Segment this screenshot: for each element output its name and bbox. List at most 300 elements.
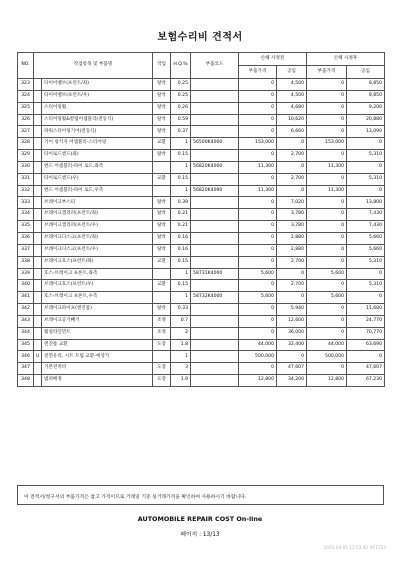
item-name: 타이어밸브(프런트/우) <box>42 90 153 102</box>
row-number: 348 <box>18 375 34 387</box>
part-price-after: 0 <box>307 256 347 268</box>
labor-before: 10,620 <box>277 114 307 126</box>
row-flag <box>34 161 42 173</box>
hour-qty: 1 <box>171 138 191 150</box>
hour-qty: 1 <box>171 268 191 280</box>
part-price-before: 5,600 <box>239 268 277 280</box>
row-number: 330 <box>18 161 34 173</box>
work-type: 도장 <box>153 375 171 387</box>
labor-before: 4,680 <box>277 102 307 114</box>
item-name: 호스-브레이크 프론트,우측 <box>42 292 153 304</box>
table-row <box>18 173 385 185</box>
part-price-before: 0 <box>239 79 277 91</box>
part-price-after: 0 <box>307 102 347 114</box>
header-labor-after: 공임 <box>347 66 385 79</box>
row-number: 328 <box>18 138 34 150</box>
row-flag <box>34 339 42 351</box>
row-flag <box>34 173 42 185</box>
labor-before: 3,780 <box>277 221 307 233</box>
header-no: NO. <box>18 53 34 79</box>
labor-after: 47,607 <box>347 363 385 375</box>
row-number: 339 <box>18 268 34 280</box>
labor-after: 63,690 <box>347 339 385 351</box>
header-part-price-after: 부품가격 <box>307 66 347 79</box>
part-code <box>191 126 239 138</box>
part-code <box>191 304 239 316</box>
row-flag <box>34 256 42 268</box>
part-price-before: 0 <box>239 327 277 339</box>
hour-qty: 1.8 <box>171 339 191 351</box>
hour-qty: 0.26 <box>171 102 191 114</box>
part-code <box>191 102 239 114</box>
labor-before: 2,700 <box>277 256 307 268</box>
hour-qty: 0.25 <box>171 79 191 91</box>
labor-after: 9,200 <box>347 102 385 114</box>
row-flag <box>34 244 42 256</box>
row-number: 331 <box>18 173 34 185</box>
row-flag <box>34 79 42 91</box>
part-price-before: 0 <box>239 256 277 268</box>
row-number: 327 <box>18 126 34 138</box>
labor-before: 2,700 <box>277 280 307 292</box>
part-code <box>191 232 239 244</box>
row-flag <box>34 327 42 339</box>
item-name: 휠얼라인먼트 <box>42 327 153 339</box>
work-type <box>153 292 171 304</box>
work-type <box>153 161 171 173</box>
item-name: 스티어링휠&칼럼어셈블리(전동식) <box>42 114 153 126</box>
row-number: 332 <box>18 185 34 197</box>
estimate-rows <box>18 79 385 387</box>
part-price-before: 11,300 <box>239 161 277 173</box>
labor-after: 0 <box>347 292 385 304</box>
labor-before: 0 <box>277 185 307 197</box>
item-name: 브레이크디스크(프런트/우) <box>42 244 153 256</box>
part-price-after: 0 <box>307 304 347 316</box>
work-type: 탈착 <box>153 150 171 162</box>
part-code: 56820K4090 <box>191 185 239 197</box>
table-row <box>18 138 385 150</box>
header-before: 손해 사정전 <box>239 53 307 66</box>
row-number: 345 <box>18 339 34 351</box>
table-row <box>18 90 385 102</box>
row-flag <box>34 375 42 387</box>
table-row <box>18 339 385 351</box>
item-name: 브레이크디스크(프런트/좌) <box>42 232 153 244</box>
item-name: 브레이크호스(프런트/좌) <box>42 256 153 268</box>
document-title: 보험수리비 견적서 <box>157 32 243 43</box>
item-name: 기본견적비 <box>42 363 153 375</box>
part-price-before: 0 <box>239 280 277 292</box>
part-price-after: 0 <box>307 126 347 138</box>
labor-after: 11,680 <box>347 304 385 316</box>
part-price-after: 0 <box>307 90 347 102</box>
labor-before: 4,500 <box>277 90 307 102</box>
part-price-before: 0 <box>239 221 277 233</box>
table-row <box>18 197 385 209</box>
work-type: 교환 <box>153 256 171 268</box>
item-name: 브레이크부스터 <box>42 197 153 209</box>
row-number: 325 <box>18 102 34 114</box>
part-price-after: 5,600 <box>307 268 347 280</box>
part-price-after: 0 <box>307 327 347 339</box>
part-code <box>191 375 239 387</box>
part-price-before: 0 <box>239 126 277 138</box>
part-price-after: 0 <box>307 244 347 256</box>
part-price-after: 0 <box>307 150 347 162</box>
work-type: 교환 <box>153 280 171 292</box>
labor-after: 24,770 <box>347 315 385 327</box>
row-flag <box>34 150 42 162</box>
item-name: 범퍼배정 <box>42 375 153 387</box>
part-price-after: 0 <box>307 209 347 221</box>
row-flag <box>34 268 42 280</box>
part-code: 56500K4000 <box>191 138 239 150</box>
part-price-after: 12,800 <box>307 375 347 387</box>
part-code <box>191 209 239 221</box>
header-work: 작업 <box>153 53 171 79</box>
part-price-before: 0 <box>239 150 277 162</box>
row-number: 323 <box>18 79 34 91</box>
row-flag: U <box>34 351 42 363</box>
part-price-before: 0 <box>239 304 277 316</box>
table-row <box>18 114 385 126</box>
work-type: 탈착 <box>153 79 171 91</box>
hour-qty: 0.15 <box>171 280 191 292</box>
part-price-before: 0 <box>239 102 277 114</box>
page-number: 페이지 : 13/13 <box>180 532 220 538</box>
hour-qty: 0.15 <box>171 150 191 162</box>
labor-after: 5,310 <box>347 256 385 268</box>
work-type: 탈착 <box>153 114 171 126</box>
labor-before: 7,020 <box>277 197 307 209</box>
estimate-table <box>17 52 385 387</box>
part-price-after: 0 <box>307 315 347 327</box>
part-code <box>191 197 239 209</box>
part-code <box>191 221 239 233</box>
labor-after: 5,660 <box>347 232 385 244</box>
hour-qty: 1 <box>171 185 191 197</box>
part-price-after: 0 <box>307 79 347 91</box>
row-number: 326 <box>18 114 34 126</box>
print-timestamp: 2025-04-05 12:53:42 #F1723 <box>323 545 386 550</box>
labor-after: 5,310 <box>347 150 385 162</box>
item-name: 타이어밸브(프런트/좌) <box>42 79 153 91</box>
row-flag <box>34 185 42 197</box>
labor-before: 2,700 <box>277 150 307 162</box>
work-type: 조정 <box>153 315 171 327</box>
table-row <box>18 304 385 316</box>
row-flag <box>34 292 42 304</box>
labor-after: 0 <box>347 138 385 150</box>
item-name: 엔드 어셈블리-타이 로드,좌측 <box>42 161 153 173</box>
row-number: 334 <box>18 209 34 221</box>
part-price-after: 11,300 <box>307 161 347 173</box>
part-price-before: 5,600 <box>239 292 277 304</box>
item-name: 브레이크호스(프런트/우) <box>42 280 153 292</box>
hour-qty: 0.59 <box>171 114 191 126</box>
table-row <box>18 327 385 339</box>
labor-after: 7,430 <box>347 209 385 221</box>
row-number: 335 <box>18 221 34 233</box>
work-type: 조정 <box>153 327 171 339</box>
work-type: 탈착 <box>153 126 171 138</box>
header-part-price: 부품가격 <box>239 66 277 79</box>
work-type: 교환 <box>153 173 171 185</box>
row-flag <box>34 138 42 150</box>
labor-before: 2,880 <box>277 232 307 244</box>
table-row <box>18 292 385 304</box>
labor-before: 32,400 <box>277 339 307 351</box>
labor-before: 12,600 <box>277 315 307 327</box>
part-price-before: 0 <box>239 232 277 244</box>
table-row <box>18 256 385 268</box>
table-row <box>18 221 385 233</box>
hour-qty: 0.21 <box>171 209 191 221</box>
row-flag <box>34 232 42 244</box>
part-code <box>191 79 239 91</box>
part-price-before: 0 <box>239 173 277 185</box>
hour-qty: 1 <box>171 161 191 173</box>
row-flag <box>34 114 42 126</box>
part-price-before: 500,000 <box>239 351 277 363</box>
hour-qty: 0.15 <box>171 256 191 268</box>
part-price-before: 12,800 <box>239 375 277 387</box>
hour-qty: 0.15 <box>171 173 191 185</box>
part-code <box>191 339 239 351</box>
row-number: 340 <box>18 280 34 292</box>
labor-after: 5,660 <box>347 244 385 256</box>
part-price-before: 0 <box>239 197 277 209</box>
header-labor: 공임 <box>277 66 307 79</box>
hour-qty: 3 <box>171 363 191 375</box>
labor-before: 2,880 <box>277 244 307 256</box>
part-price-before: 0 <box>239 209 277 221</box>
part-price-after: 0 <box>307 280 347 292</box>
item-name: 타이로드엔드(우) <box>42 173 153 185</box>
row-number: 341 <box>18 292 34 304</box>
header-after: 손해 사정후 <box>307 53 385 66</box>
part-price-after: 153,000 <box>307 138 347 150</box>
table-row <box>18 232 385 244</box>
labor-after: 67,230 <box>347 375 385 387</box>
hour-qty: 0.39 <box>171 197 191 209</box>
part-code <box>191 363 239 375</box>
hour-qty: 0.33 <box>171 304 191 316</box>
labor-after: 0 <box>347 268 385 280</box>
row-number: 344 <box>18 327 34 339</box>
footer-title: AUTOMOBILE REPAIR COST On-line <box>137 515 263 523</box>
labor-after: 13,800 <box>347 197 385 209</box>
part-price-before: 153,000 <box>239 138 277 150</box>
row-flag <box>34 209 42 221</box>
row-number: 337 <box>18 244 34 256</box>
hour-qty: 0.7 <box>171 315 191 327</box>
work-type: 탈착 <box>153 304 171 316</box>
item-name: 스티어링휠 <box>42 102 153 114</box>
header-hqty: H.Q.% <box>171 53 191 79</box>
labor-before: 4,500 <box>277 79 307 91</box>
labor-before: 0 <box>277 268 307 280</box>
hour-qty: 0.21 <box>171 221 191 233</box>
row-flag <box>34 363 42 375</box>
part-price-before: 11,300 <box>239 185 277 197</box>
work-type <box>153 351 171 363</box>
part-price-after: 0 <box>307 363 347 375</box>
table-row <box>18 268 385 280</box>
work-type <box>153 268 171 280</box>
work-type: 탈착 <box>153 209 171 221</box>
table-row <box>18 185 385 197</box>
part-code: 58732K4000 <box>191 292 239 304</box>
labor-before: 6,660 <box>277 126 307 138</box>
row-flag <box>34 280 42 292</box>
labor-before: 36,000 <box>277 327 307 339</box>
row-number: 333 <box>18 197 34 209</box>
item-name: 브레이크캘리퍼(프런트/좌) <box>42 209 153 221</box>
hour-qty: 2 <box>171 327 191 339</box>
part-price-before: 0 <box>239 114 277 126</box>
part-code <box>191 150 239 162</box>
part-price-after: 500,000 <box>307 351 347 363</box>
row-flag <box>34 126 42 138</box>
labor-after: 7,430 <box>347 221 385 233</box>
part-price-after: 0 <box>307 232 347 244</box>
item-name: 브레이크캘리퍼(프런트/우) <box>42 221 153 233</box>
work-type: 교환 <box>153 138 171 150</box>
labor-before: 3,780 <box>277 209 307 221</box>
part-code <box>191 173 239 185</box>
table-row <box>18 150 385 162</box>
item-name: 기어 링키지 어셈블리-스티어링 <box>42 138 153 150</box>
table-row <box>18 363 385 375</box>
work-type: 탈착 <box>153 90 171 102</box>
work-type: 탈착 <box>153 244 171 256</box>
item-name: 타이로드엔드(좌) <box>42 150 153 162</box>
work-type <box>153 185 171 197</box>
table-row <box>18 161 385 173</box>
work-type: 탈착 <box>153 102 171 114</box>
item-name: 호스-브레이크 프론트,좌측 <box>42 268 153 280</box>
part-code <box>191 351 239 363</box>
part-price-before: 0 <box>239 363 277 375</box>
hour-qty: 0.16 <box>171 232 191 244</box>
part-code <box>191 256 239 268</box>
row-flag <box>34 102 42 114</box>
table-row <box>18 126 385 138</box>
part-price-before: 0 <box>239 315 277 327</box>
item-name: 브레이크파이프(앤진룸) <box>42 304 153 316</box>
part-price-after: 0 <box>307 197 347 209</box>
row-flag <box>34 304 42 316</box>
table-row <box>18 375 385 387</box>
table-row <box>18 351 385 363</box>
part-price-before: 0 <box>239 244 277 256</box>
table-row <box>18 209 385 221</box>
row-number: 324 <box>18 90 34 102</box>
part-code <box>191 327 239 339</box>
item-name: 전면유리, 시트 트림 교환-예상가 <box>42 351 153 363</box>
work-type: 탈착 <box>153 232 171 244</box>
hour-qty: 0.16 <box>171 244 191 256</box>
labor-before: 2,700 <box>277 173 307 185</box>
work-type: 도장 <box>153 363 171 375</box>
header-code: 부품코드 <box>191 53 239 79</box>
price-note: 이 견적서/청구서의 부품가격은 참고 가격이므로 거래일 기준 실거래가격을 확인하여 사용하시기 바랍니다. <box>17 485 384 505</box>
hour-qty: 1 <box>171 351 191 363</box>
table-row <box>18 315 385 327</box>
estimate-sheet <box>17 52 384 387</box>
row-number: 346 <box>18 351 34 363</box>
table-row <box>18 280 385 292</box>
table-row <box>18 102 385 114</box>
hour-qty: 1 <box>171 292 191 304</box>
item-name: 파워스티어링기어(전동식) <box>42 126 153 138</box>
item-name: 엔드 어셈블리-타이 로드,우측 <box>42 185 153 197</box>
part-code <box>191 280 239 292</box>
row-number: 338 <box>18 256 34 268</box>
row-flag <box>34 197 42 209</box>
labor-before: 0 <box>277 292 307 304</box>
table-row <box>18 79 385 91</box>
labor-before: 0 <box>277 138 307 150</box>
labor-before: 0 <box>277 161 307 173</box>
part-code: 56820K4000 <box>191 161 239 173</box>
part-price-after: 5,600 <box>307 292 347 304</box>
row-number: 342 <box>18 304 34 316</box>
part-price-before: 44,000 <box>239 339 277 351</box>
row-flag <box>34 90 42 102</box>
labor-after: 20,880 <box>347 114 385 126</box>
part-price-after: 0 <box>307 173 347 185</box>
labor-after: 0 <box>347 185 385 197</box>
labor-after: 13,090 <box>347 126 385 138</box>
item-name: 브레이크공기빼기 <box>42 315 153 327</box>
row-number: 329 <box>18 150 34 162</box>
header-item: 작업항목 및 부품명 <box>34 53 153 79</box>
row-number: 343 <box>18 315 34 327</box>
part-price-before: 0 <box>239 90 277 102</box>
row-number: 336 <box>18 232 34 244</box>
hour-qty: 0.37 <box>171 126 191 138</box>
labor-after: 5,310 <box>347 280 385 292</box>
labor-after: 0 <box>347 351 385 363</box>
hour-qty: 0.25 <box>171 90 191 102</box>
labor-after: 8,850 <box>347 90 385 102</box>
part-price-after: 0 <box>307 221 347 233</box>
hour-qty: 1.9 <box>171 375 191 387</box>
labor-after: 0 <box>347 161 385 173</box>
part-code <box>191 315 239 327</box>
item-name: 엔진룸 교환 <box>42 339 153 351</box>
labor-before: 5,940 <box>277 304 307 316</box>
table-row <box>18 244 385 256</box>
part-code <box>191 244 239 256</box>
part-price-after: 0 <box>307 114 347 126</box>
labor-before: 34,200 <box>277 375 307 387</box>
part-price-after: 44,000 <box>307 339 347 351</box>
row-flag <box>34 221 42 233</box>
labor-before: 47,607 <box>277 363 307 375</box>
work-type: 도장 <box>153 339 171 351</box>
labor-after: 70,770 <box>347 327 385 339</box>
labor-after: 8,850 <box>347 79 385 91</box>
work-type: 탈착 <box>153 197 171 209</box>
row-number: 347 <box>18 363 34 375</box>
part-price-after: 11,300 <box>307 185 347 197</box>
part-code: 58731K4000 <box>191 268 239 280</box>
labor-after: 5,310 <box>347 173 385 185</box>
